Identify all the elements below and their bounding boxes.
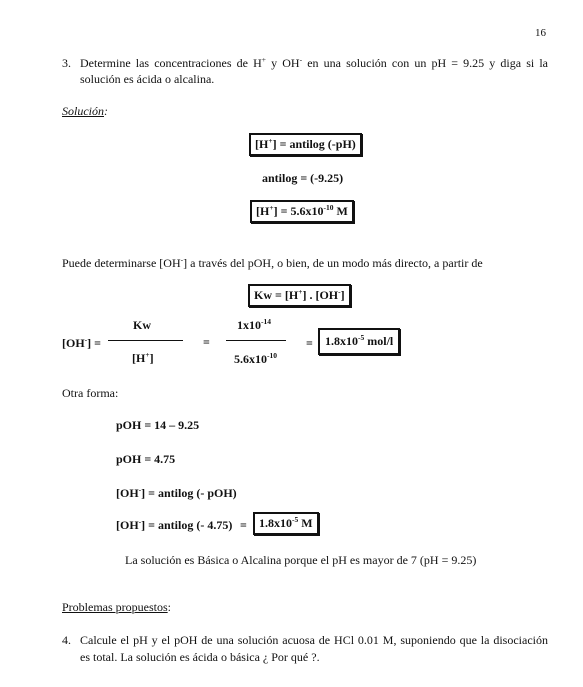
problem-3-number: 3.	[62, 56, 71, 70]
page-number: 16	[535, 27, 546, 39]
eq-text: 5.6x10	[234, 352, 267, 366]
equation-antilog-value: antilog = (-9.25)	[262, 171, 344, 185]
result-oh-concentration-alt	[253, 512, 319, 535]
superscript: -10	[323, 203, 334, 212]
superscript: -	[84, 335, 88, 344]
superscript: -14	[261, 317, 271, 326]
superscript: -5	[292, 515, 299, 524]
problem-3-text-b: y OH	[266, 56, 300, 70]
proposed-problems-heading-text: Problemas propuestos	[62, 600, 168, 614]
eq-text: 1.8x10	[325, 334, 358, 348]
step-equals: =	[240, 518, 247, 532]
eq-text: ]	[149, 351, 154, 365]
eq-text: ] = antilog (- pOH)	[141, 486, 237, 500]
result-oh-concentration	[318, 328, 400, 355]
superscript: -5	[358, 333, 365, 342]
problem-3-text-a: Determine las concentraciones de H	[80, 56, 262, 70]
fraction-2-denominator	[234, 352, 277, 367]
otra-forma-label: Otra forma:	[62, 386, 119, 400]
superscript: -10	[267, 351, 277, 360]
superscript: -	[299, 55, 303, 64]
step-poh-subtraction: pOH = 14 – 9.25	[116, 418, 200, 432]
superscript: +	[298, 287, 303, 296]
superscript: +	[261, 55, 266, 64]
superscript: +	[269, 203, 274, 212]
superscript: +	[145, 350, 150, 359]
eq-text: ] = 5.6x10	[273, 204, 324, 218]
solution-heading-colon: :	[104, 104, 108, 118]
eq-text: [H	[256, 204, 270, 218]
equation-kw	[248, 284, 351, 307]
problem-3-text-c: en una solución con un pH = 9.25 y diga si la	[302, 56, 548, 70]
step-oh-antilog-value	[116, 518, 232, 533]
fraction-equals: =	[203, 335, 210, 349]
fraction-2-numerator	[237, 318, 271, 333]
eq-text: 1x10	[237, 318, 261, 332]
superscript: -	[138, 517, 142, 526]
solution-heading	[62, 104, 108, 119]
paragraph-text: Puede determinarse [OH	[62, 256, 181, 270]
eq-text: Kw = [H	[254, 288, 299, 302]
solution-heading-text: Solución	[62, 104, 104, 118]
superscript: +	[268, 136, 273, 145]
eq-text: ]	[340, 288, 345, 302]
eq-text: ] . [OH	[302, 288, 339, 302]
eq-text: ] =	[87, 336, 102, 350]
eq-text: ] = antilog (-pH)	[272, 137, 356, 151]
proposed-problems-heading	[62, 600, 171, 615]
fraction-lhs	[62, 336, 101, 351]
eq-text: ] = antilog (- 4.75)	[141, 518, 233, 532]
step-poh-value: pOH = 4.75	[116, 452, 176, 466]
fraction-equals-2: =	[306, 336, 313, 350]
eq-text: M	[298, 516, 313, 530]
problem-4-number: 4.	[62, 633, 71, 647]
eq-text: [OH	[62, 336, 85, 350]
eq-text: M	[333, 204, 348, 218]
problem-3-line-2: solución es ácida o alcalina.	[80, 72, 215, 86]
superscript: -	[138, 485, 142, 494]
equation-h-antilog	[249, 133, 362, 156]
fraction-1-numerator: Kw	[133, 318, 151, 332]
fraction-1-denominator	[132, 351, 154, 366]
proposed-problems-heading-colon: :	[167, 600, 171, 614]
paragraph-text: ] a través del pOH, o bien, de un modo más directo, a partir de	[183, 256, 483, 270]
equation-h-result	[250, 200, 354, 223]
eq-text: 1.8x10	[259, 516, 292, 530]
fraction-2-bar	[226, 340, 286, 341]
paragraph-poh	[62, 256, 483, 271]
eq-text: [H	[255, 137, 269, 151]
step-oh-antilog	[116, 486, 237, 501]
eq-text: mol/l	[364, 334, 394, 348]
superscript: -	[180, 255, 184, 264]
eq-text: [OH	[116, 486, 139, 500]
superscript: -	[338, 287, 341, 296]
problem-3-line-1	[80, 56, 548, 71]
problem-4-line-1: Calcule el pH y el pOH de una solución acuosa de HCl 0.01 M, suponiendo que la disociación	[80, 633, 548, 647]
eq-text: [OH	[116, 518, 139, 532]
problem-4-line-2: es total. La solución es ácida o básica ¿ Por qué ?.	[80, 650, 320, 664]
fraction-1-bar	[108, 340, 183, 341]
conclusion-text: La solución es Básica o Alcalina porque el pH es mayor de 7 (pH = 9.25)	[125, 553, 477, 567]
eq-text: [H	[132, 351, 146, 365]
